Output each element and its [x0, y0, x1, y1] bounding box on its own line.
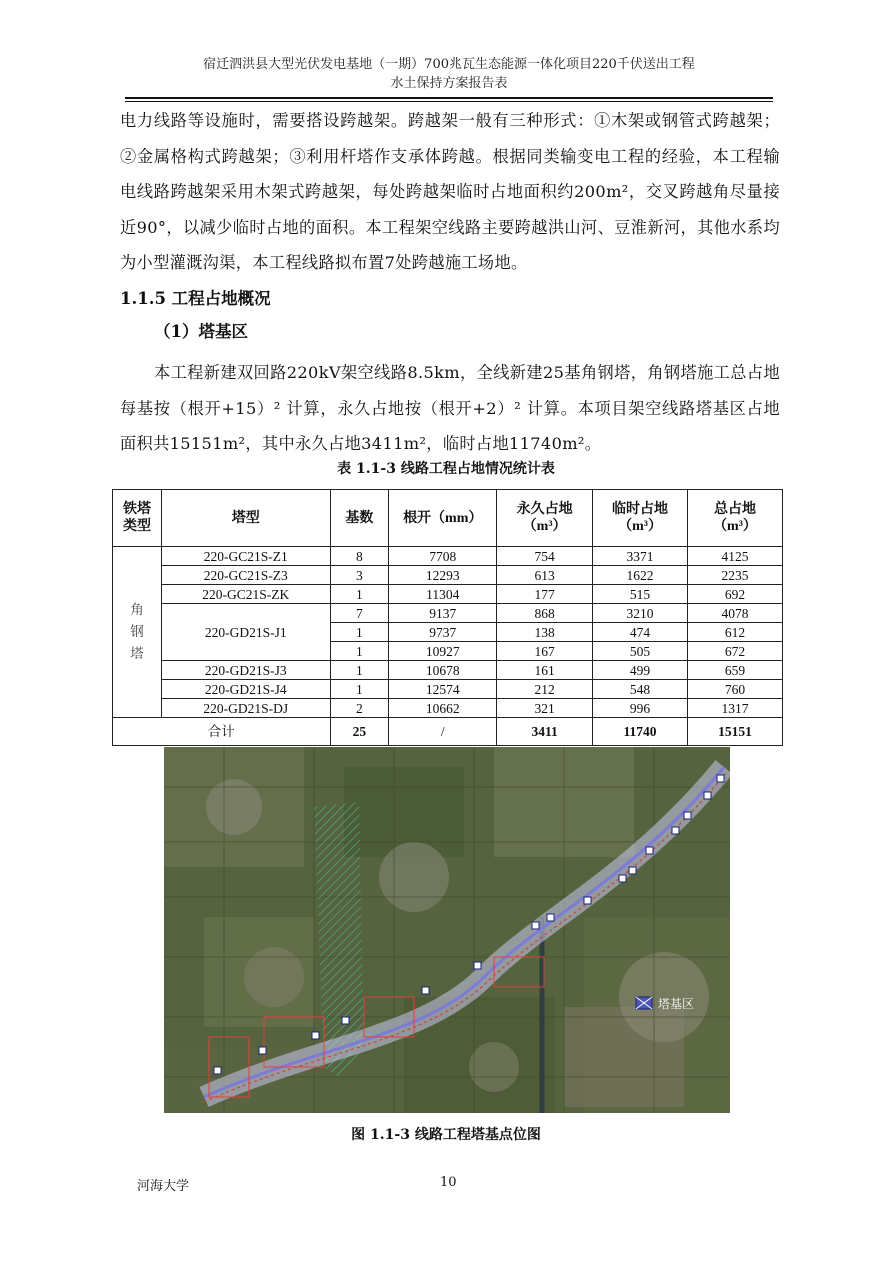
header-rule [125, 97, 773, 99]
table-cell: 1 [330, 642, 389, 661]
table-cell: 177 [497, 585, 593, 604]
land-use-table [112, 489, 783, 746]
table-cell: 321 [497, 699, 593, 718]
table-cell: 996 [593, 699, 688, 718]
paragraph-crossing-frames: 电力线路等设施时，需要搭设跨越架。跨越架一般有三种形式：①木架或钢管式跨越架；②金属格构式跨越架；③利用杆塔作支承体跨越。根据同类输变电工程的经验，本工程输电线路跨越架采用木架式跨越架，每处跨越架临时占地面积约200m²，交叉跨越角尽量接近90°，以减少临时占地的面积。本工程架空线路主要跨越洪山河、豆淮新河，其他水系均为小型灌溉沟渠，本工程线路拟布置7处跨越施工场地。 [120, 111, 780, 272]
table-cell: 10678 [389, 661, 497, 680]
table-row [113, 585, 783, 604]
table-cell: 7 [330, 604, 389, 623]
paragraph-tower-area: 本工程新建双回路220kV架空线路8.5km，全线新建25基角钢塔，角钢塔施工总占地每基按（根开+15）² 计算，永久占地按（根开+2）² 计算。本项目架空线路塔基区占地面积共15151m²，其中永久占地3411m²，临时占地11740m²。 [120, 363, 780, 453]
table-cell: 760 [688, 680, 783, 699]
table-cell: 10927 [389, 642, 497, 661]
table-cell: 167 [497, 642, 593, 661]
header-title: 宿迁泗洪县大型光伏发电基地（一期）700兆瓦生态能源一体化项目220千伏送出工程 [203, 57, 695, 72]
table-cell: 1 [330, 585, 389, 604]
table-cell: 1 [330, 661, 389, 680]
table-row [113, 661, 783, 680]
header-subtitle: 水土保持方案报告表 [390, 76, 508, 91]
page-number: 10 [440, 1175, 457, 1190]
header-cell: 基数 [330, 490, 389, 547]
subsection-heading: （1）塔基区 [154, 322, 248, 341]
table-cell: 754 [497, 547, 593, 566]
table-cell: 548 [593, 680, 688, 699]
table-cell: 220-GC21S-Z3 [161, 566, 330, 585]
table-cell: 9137 [389, 604, 497, 623]
table-cell: 9737 [389, 623, 497, 642]
table-cell: 220-GC21S-ZK [161, 585, 330, 604]
table-cell: 4125 [688, 547, 783, 566]
table-total-row [113, 718, 783, 746]
table-row [113, 547, 783, 566]
table-cell: 2 [330, 699, 389, 718]
page-header [125, 55, 773, 93]
table-cell: 1317 [688, 699, 783, 718]
table-cell: 12293 [389, 566, 497, 585]
total-cell: 25 [330, 718, 389, 746]
figure-caption: 图 1.1-3 线路工程塔基点位图 [351, 1127, 541, 1143]
table-row [113, 566, 783, 585]
table-cell: 12574 [389, 680, 497, 699]
total-cell: 15151 [688, 718, 783, 746]
table-row [113, 604, 783, 623]
total-cell: / [389, 718, 497, 746]
table-cell: 3210 [593, 604, 688, 623]
header-cell: 塔型 [161, 490, 330, 547]
table-cell: 1 [330, 623, 389, 642]
table-cell: 505 [593, 642, 688, 661]
table-cell: 11304 [389, 585, 497, 604]
table-cell: 1 [330, 680, 389, 699]
table-cell: 1622 [593, 566, 688, 585]
table-header-row [113, 490, 783, 547]
table-cell: 8 [330, 547, 389, 566]
table-cell: 212 [497, 680, 593, 699]
total-cell: 3411 [497, 718, 593, 746]
table-cell: 612 [688, 623, 783, 642]
table-cell: 7708 [389, 547, 497, 566]
table-cell: 220-GD21S-J4 [161, 680, 330, 699]
table-cell: 3 [330, 566, 389, 585]
table-cell: 868 [497, 604, 593, 623]
table-row [113, 699, 783, 718]
table-cell: 613 [497, 566, 593, 585]
table-cell: 672 [688, 642, 783, 661]
table-cell: 220-GD21S-DJ [161, 699, 330, 718]
table-caption: 表 1.1-3 线路工程占地情况统计表 [337, 461, 555, 477]
header-cell: 根开（mm） [389, 490, 497, 547]
total-cell: 11740 [593, 718, 688, 746]
tower-type-cell: 角钢塔 [113, 547, 162, 718]
table-cell: 515 [593, 585, 688, 604]
table-cell: 220-GD21S-J1 [161, 604, 330, 661]
table-row [113, 680, 783, 699]
header-cell: 铁塔类型 [113, 490, 162, 547]
footer-institution: 河海大学 [137, 1179, 190, 1194]
header-cell: 总占地（m³） [688, 490, 783, 547]
legend-label: 塔基区 [658, 997, 695, 1011]
total-label: 合计 [113, 718, 331, 746]
table-cell: 161 [497, 661, 593, 680]
table-cell: 138 [497, 623, 593, 642]
table-cell: 220-GD21S-J3 [161, 661, 330, 680]
tower-location-map [164, 747, 730, 1113]
table-cell: 499 [593, 661, 688, 680]
satellite-map-image [164, 747, 730, 1113]
table-cell: 474 [593, 623, 688, 642]
table-cell: 692 [688, 585, 783, 604]
table-cell: 3371 [593, 547, 688, 566]
section-heading: 1.1.5 工程占地概况 [120, 289, 271, 308]
table-cell: 2235 [688, 566, 783, 585]
header-rule-thin [125, 101, 773, 102]
table-cell: 659 [688, 661, 783, 680]
table-cell: 4078 [688, 604, 783, 623]
header-cell: 临时占地（m³） [593, 490, 688, 547]
table-cell: 10662 [389, 699, 497, 718]
table-cell: 220-GC21S-Z1 [161, 547, 330, 566]
header-cell: 永久占地（m³） [497, 490, 593, 547]
